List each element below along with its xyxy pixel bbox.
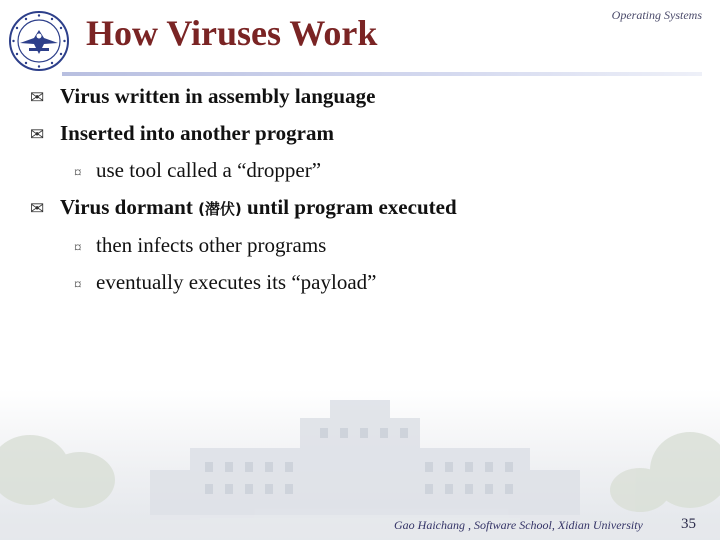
sub-bullet-item xyxy=(74,233,326,258)
sub-bullet-text: use tool called a “dropper” xyxy=(96,158,322,182)
currency-sub-bullet-icon: ¤ xyxy=(74,277,82,293)
pencil-bullet-icon: ✉ xyxy=(30,88,45,107)
bullet-text: Virus written in assembly language xyxy=(60,84,376,108)
title-divider xyxy=(62,72,702,76)
sub-bullet-item xyxy=(74,158,321,183)
sub-bullet-item xyxy=(74,270,376,295)
chinese-term: (潜伏) xyxy=(198,200,242,218)
page-number: 35 xyxy=(681,516,696,532)
bullet-item xyxy=(30,84,375,109)
bullet-item xyxy=(30,195,457,220)
bullet-text: Inserted into another program xyxy=(60,121,334,145)
bullet-item xyxy=(30,121,334,146)
bullet-text: Virus dormant xyxy=(60,195,199,219)
currency-sub-bullet-icon: ¤ xyxy=(74,165,82,181)
course-name: Operating Systems xyxy=(611,8,702,22)
university-seal-icon xyxy=(8,10,70,72)
currency-sub-bullet-icon: ¤ xyxy=(74,240,82,256)
slide-title: How Viruses Work xyxy=(86,13,378,53)
pencil-bullet-icon: ✉ xyxy=(30,199,45,218)
bullet-text-continued: until program executed xyxy=(241,195,457,219)
pencil-bullet-icon: ✉ xyxy=(30,125,45,144)
sub-bullet-text: then infects other programs xyxy=(96,233,327,257)
sub-bullet-text: eventually executes its “payload” xyxy=(96,270,377,294)
footer-credit: Gao Haichang , Software School, Xidian University xyxy=(394,518,643,532)
